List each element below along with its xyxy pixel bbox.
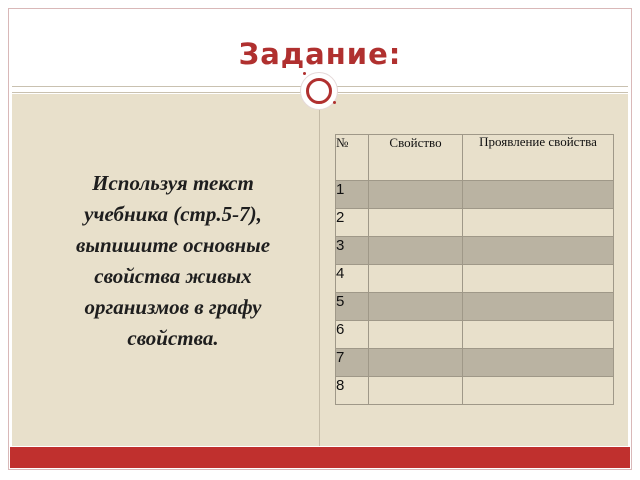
property-cell[interactable]: [369, 349, 463, 377]
property-cell[interactable]: [369, 265, 463, 293]
ornament-dot: [303, 72, 306, 75]
manifestation-cell[interactable]: [463, 237, 614, 265]
row-number: 7: [336, 349, 369, 377]
property-cell[interactable]: [369, 293, 463, 321]
property-cell[interactable]: [369, 209, 463, 237]
table-row: [336, 377, 614, 405]
table-row: [336, 237, 614, 265]
row-number: 5: [336, 293, 369, 321]
column-header-manifestation: Проявление свойства: [463, 135, 614, 181]
row-number: 1: [336, 181, 369, 209]
table-row: [336, 293, 614, 321]
circle-ornament-icon: [300, 72, 338, 110]
property-cell[interactable]: [369, 321, 463, 349]
manifestation-cell[interactable]: [463, 265, 614, 293]
slide-title: Задание:: [238, 37, 402, 71]
table-row: [336, 349, 614, 377]
table-row: [336, 209, 614, 237]
row-number: 2: [336, 209, 369, 237]
column-header-property: Свойство: [369, 135, 463, 181]
row-number: 8: [336, 377, 369, 405]
table-row: [336, 265, 614, 293]
property-cell[interactable]: [369, 237, 463, 265]
manifestation-cell[interactable]: [463, 377, 614, 405]
manifestation-cell[interactable]: [463, 293, 614, 321]
property-cell[interactable]: [369, 377, 463, 405]
table-body: [336, 181, 614, 405]
manifestation-cell[interactable]: [463, 349, 614, 377]
ornament-dot: [333, 101, 336, 104]
properties-table: [335, 134, 614, 405]
column-divider: [319, 94, 320, 446]
row-number: 6: [336, 321, 369, 349]
property-cell[interactable]: [369, 181, 463, 209]
footer-bar: [10, 447, 630, 468]
task-instructions: Используя текст учебника (стр.5-7), выпишите основные свойства живых организмов в графу свойства.: [75, 171, 271, 350]
manifestation-cell[interactable]: [463, 209, 614, 237]
manifestation-cell[interactable]: [463, 181, 614, 209]
table-row: [336, 181, 614, 209]
table-row: [336, 321, 614, 349]
row-number: 4: [336, 265, 369, 293]
column-header-number: №: [336, 135, 369, 181]
row-number: 3: [336, 237, 369, 265]
manifestation-cell[interactable]: [463, 321, 614, 349]
